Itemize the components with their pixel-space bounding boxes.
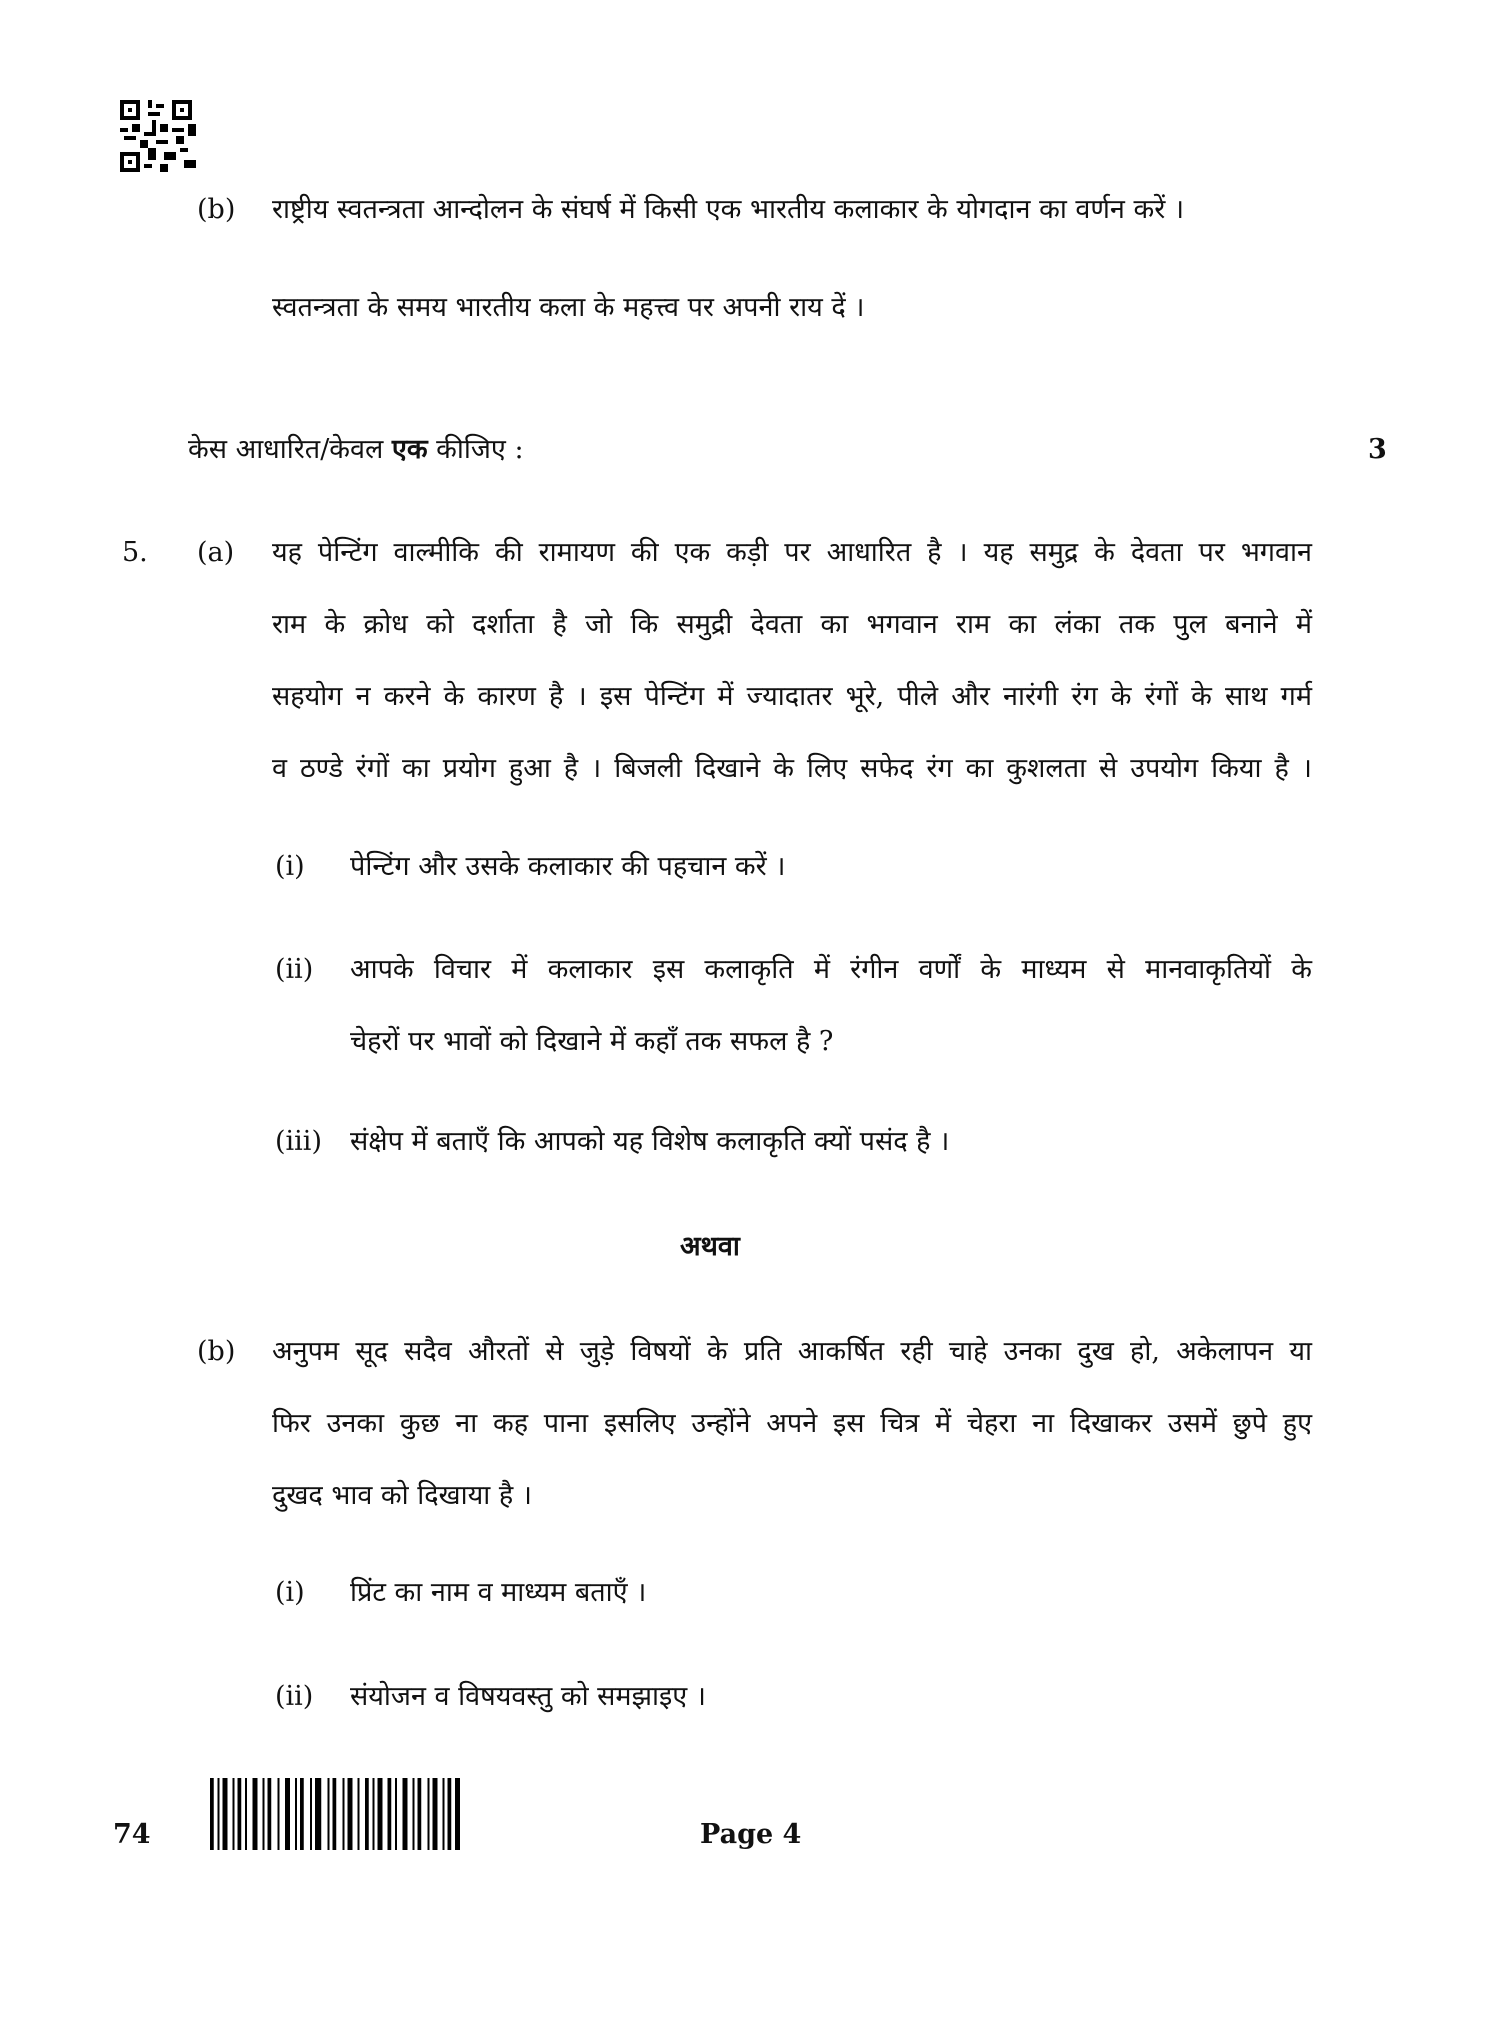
paper-code: 74 xyxy=(113,1819,151,1850)
q5a-iii-label: (iii) xyxy=(275,1126,322,1157)
instruction-prefix: केस आधारित/केवल xyxy=(188,434,392,465)
q5b-i-text: प्रिंट का नाम व माध्यम बताएँ । xyxy=(350,1577,647,1608)
q5b-label: (b) xyxy=(197,1336,236,1367)
q5a-line-3: सहयोग न करने के कारण है । इस पेन्टिंग में ज्यादातर भूरे, पीले और नारंगी रंग के रंगों के साथ गर्म xyxy=(272,681,1312,712)
page-number: Page 4 xyxy=(700,1819,802,1850)
q5a-ii-line-1: आपके विचार में कलाकार इस कलाकृति में रंगीन वर्णों के माध्यम से मानवाकृतियों के xyxy=(350,954,1312,985)
q5a-line-1: यह पेन्टिंग वाल्मीकि की रामायण की एक कड़ी पर आधारित है । यह समुद्र के देवता पर भगवान xyxy=(272,537,1312,568)
q5b-ii-text: संयोजन व विषयवस्तु को समझाइए । xyxy=(350,1681,706,1712)
instruction-bold: एक xyxy=(391,434,428,465)
q5a-line-4: व ठण्डे रंगों का प्रयोग हुआ है । बिजली दिखाने के लिए सफेद रंग का कुशलता से उपयोग किया है । xyxy=(272,753,1312,784)
q5b-i-label: (i) xyxy=(275,1577,305,1608)
q5b-ii-label: (ii) xyxy=(275,1681,314,1712)
q5a-ii-line-2: चेहरों पर भावों को दिखाने में कहाँ तक सफल है ? xyxy=(350,1026,834,1057)
qr-code xyxy=(120,100,196,172)
q5a-iii-text: संक्षेप में बताएँ कि आपको यह विशेष कलाकृति क्यों पसंद है । xyxy=(350,1126,950,1157)
instruction-suffix: कीजिए : xyxy=(427,434,524,465)
q5a-line-2: राम के क्रोध को दर्शाता है जो कि समुद्री देवता का भगवान राम का लंका तक पुल बनाने में xyxy=(272,609,1312,640)
section-instruction xyxy=(188,430,524,470)
q4b-line-1: राष्ट्रीय स्वतन्त्रता आन्दोलन के संघर्ष में किसी एक भारतीय कलाकार के योगदान का वर्णन करें । xyxy=(272,194,1185,225)
q4b-label: (b) xyxy=(197,194,236,225)
q5a-label: (a) xyxy=(197,537,235,568)
section-marks: 3 xyxy=(1368,434,1387,465)
q5b-line-2: फिर उनका कुछ ना कह पाना इसलिए उन्होंने अपने इस चित्र में चेहरा ना दिखाकर उसमें छुपे हुए xyxy=(272,1408,1312,1439)
q5a-i-text: पेन्टिंग और उसके कलाकार की पहचान करें । xyxy=(350,851,786,882)
q5a-ii-label: (ii) xyxy=(275,954,314,985)
or-divider: अथवा xyxy=(680,1231,740,1262)
q5-number: 5. xyxy=(122,537,148,568)
barcode xyxy=(210,1778,460,1850)
q5b-line-1: अनुपम सूद सदैव औरतों से जुड़े विषयों के प्रति आकर्षित रही चाहे उनका दुख हो, अकेलापन या xyxy=(272,1336,1312,1367)
q4b-line-2: स्वतन्त्रता के समय भारतीय कला के महत्त्व पर अपनी राय दें । xyxy=(272,292,865,323)
q5b-line-3: दुखद भाव को दिखाया है । xyxy=(272,1480,533,1511)
q5a-i-label: (i) xyxy=(275,851,305,882)
